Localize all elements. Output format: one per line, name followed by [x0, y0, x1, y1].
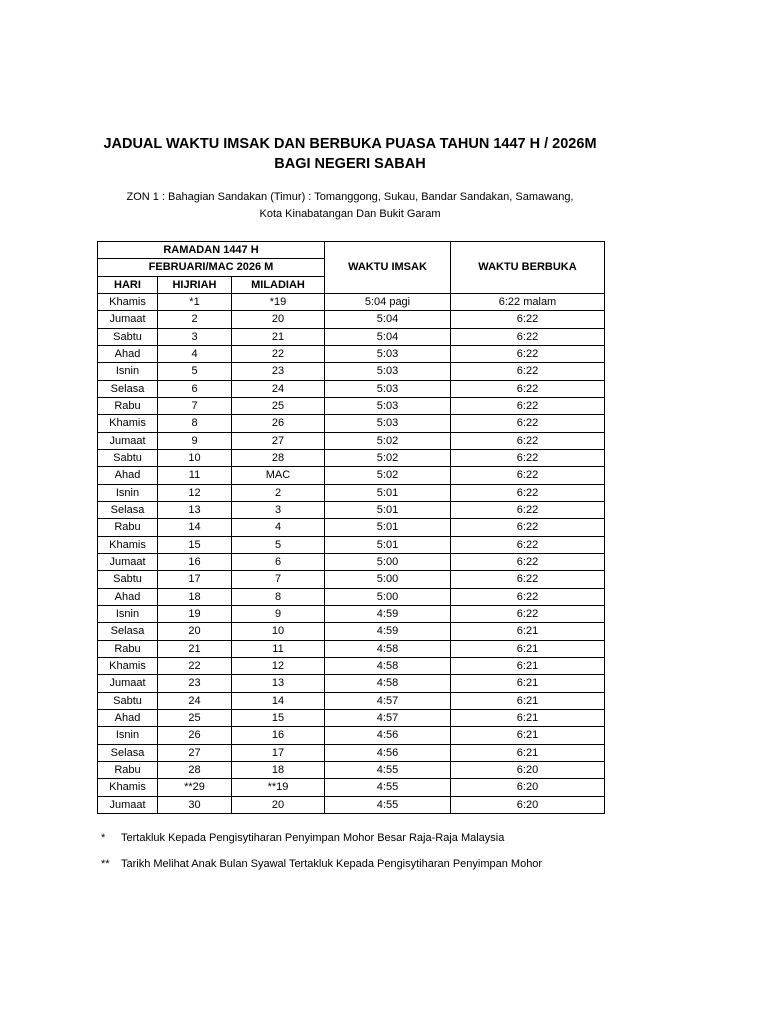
- table-row: [98, 761, 605, 778]
- footnote-1-mark: *: [101, 832, 106, 844]
- berbuka-cell: 6:22: [451, 380, 605, 397]
- page-title-line2: BAGI NEGERI SABAH: [274, 156, 426, 172]
- miladiah-cell: 10: [232, 623, 325, 640]
- hari-cell: Isnin: [98, 363, 158, 380]
- hari-cell: Jumaat: [98, 675, 158, 692]
- hari-cell: Rabu: [98, 761, 158, 778]
- zone-description-line1: ZON 1 : Bahagian Sandakan (Timur) : Tomanggong, Sukau, Bandar Sandakan, Samawang,: [126, 191, 574, 203]
- berbuka-cell: 6:22: [451, 605, 605, 622]
- hijriah-cell: 30: [158, 796, 232, 813]
- miladiah-cell: 18: [232, 761, 325, 778]
- hijriah-cell: 22: [158, 657, 232, 674]
- table-row: [98, 588, 605, 605]
- table-row: [98, 484, 605, 501]
- miladiah-cell: *19: [232, 293, 325, 310]
- berbuka-cell: 6:22: [451, 449, 605, 466]
- hijriah-cell: 20: [158, 623, 232, 640]
- hari-cell: Sabtu: [98, 328, 158, 345]
- miladiah-cell: 12: [232, 657, 325, 674]
- imsak-cell: 4:55: [325, 761, 451, 778]
- berbuka-cell: 6:21: [451, 744, 605, 761]
- table-row: [98, 675, 605, 692]
- table-row: [98, 328, 605, 345]
- berbuka-cell: 6:22: [451, 501, 605, 518]
- table-row: [98, 605, 605, 622]
- table-row: [98, 380, 605, 397]
- berbuka-cell: 6:21: [451, 657, 605, 674]
- miladiah-cell: 9: [232, 605, 325, 622]
- hari-cell: Jumaat: [98, 796, 158, 813]
- berbuka-cell: 6:21: [451, 640, 605, 657]
- col-header-berbuka: WAKTU BERBUKA: [451, 242, 605, 294]
- imsak-cell: 4:58: [325, 657, 451, 674]
- hari-cell: Khamis: [98, 779, 158, 796]
- hijriah-cell: 4: [158, 345, 232, 362]
- schedule-table: [97, 241, 605, 814]
- miladiah-cell: 2: [232, 484, 325, 501]
- hijriah-cell: 8: [158, 415, 232, 432]
- miladiah-cell: 16: [232, 727, 325, 744]
- schedule-body: [98, 293, 605, 813]
- hijriah-cell: 28: [158, 761, 232, 778]
- imsak-cell: 5:02: [325, 432, 451, 449]
- hari-cell: Khamis: [98, 536, 158, 553]
- table-row: [98, 553, 605, 570]
- table-row: [98, 311, 605, 328]
- imsak-cell: 5:03: [325, 345, 451, 362]
- hari-cell: Rabu: [98, 640, 158, 657]
- hijriah-cell: 24: [158, 692, 232, 709]
- table-row: [98, 692, 605, 709]
- imsak-cell: 4:58: [325, 675, 451, 692]
- miladiah-cell: 21: [232, 328, 325, 345]
- table-row: [98, 449, 605, 466]
- berbuka-cell: 6:22: [451, 432, 605, 449]
- miladiah-cell: 14: [232, 692, 325, 709]
- miladiah-cell: 8: [232, 588, 325, 605]
- miladiah-cell: 11: [232, 640, 325, 657]
- imsak-cell: 5:00: [325, 571, 451, 588]
- berbuka-cell: 6:20: [451, 796, 605, 813]
- hari-cell: Khamis: [98, 657, 158, 674]
- hijriah-cell: 13: [158, 501, 232, 518]
- miladiah-cell: 27: [232, 432, 325, 449]
- imsak-cell: 5:04: [325, 311, 451, 328]
- table-row: [98, 519, 605, 536]
- col-header-hijriah: HIJRIAH: [158, 276, 232, 293]
- hijriah-cell: 9: [158, 432, 232, 449]
- miladiah-cell: MAC: [232, 467, 325, 484]
- hari-cell: Rabu: [98, 397, 158, 414]
- hari-cell: Sabtu: [98, 692, 158, 709]
- col-header-imsak: WAKTU IMSAK: [325, 242, 451, 294]
- imsak-cell: 4:59: [325, 623, 451, 640]
- miladiah-cell: 6: [232, 553, 325, 570]
- imsak-cell: 4:56: [325, 744, 451, 761]
- berbuka-cell: 6:22: [451, 536, 605, 553]
- berbuka-cell: 6:22: [451, 345, 605, 362]
- berbuka-cell: 6:22: [451, 484, 605, 501]
- col-header-hari: HARI: [98, 276, 158, 293]
- berbuka-cell: 6:21: [451, 709, 605, 726]
- hari-cell: Isnin: [98, 727, 158, 744]
- miladiah-cell: 26: [232, 415, 325, 432]
- col-header-miladiah: MILADIAH: [232, 276, 325, 293]
- table-row: [98, 640, 605, 657]
- hari-cell: Ahad: [98, 467, 158, 484]
- imsak-cell: 4:57: [325, 692, 451, 709]
- hari-cell: Ahad: [98, 345, 158, 362]
- page-title-line1: JADUAL WAKTU IMSAK DAN BERBUKA PUASA TAHUN 1447 H / 2026M: [103, 136, 597, 152]
- imsak-cell: 5:04: [325, 328, 451, 345]
- berbuka-cell: 6:22: [451, 397, 605, 414]
- berbuka-cell: 6:21: [451, 692, 605, 709]
- table-row: [98, 345, 605, 362]
- hijriah-cell: 2: [158, 311, 232, 328]
- miladiah-cell: 20: [232, 796, 325, 813]
- hari-cell: Jumaat: [98, 311, 158, 328]
- hijriah-cell: 10: [158, 449, 232, 466]
- hijriah-cell: 11: [158, 467, 232, 484]
- imsak-cell: 5:03: [325, 415, 451, 432]
- berbuka-cell: 6:20: [451, 761, 605, 778]
- hijriah-cell: 23: [158, 675, 232, 692]
- table-row: [98, 432, 605, 449]
- imsak-cell: 5:02: [325, 467, 451, 484]
- hari-cell: Rabu: [98, 519, 158, 536]
- berbuka-cell: 6:22: [451, 363, 605, 380]
- hijriah-cell: 18: [158, 588, 232, 605]
- table-row: [98, 363, 605, 380]
- table-row: [98, 397, 605, 414]
- imsak-cell: 4:55: [325, 779, 451, 796]
- miladiah-cell: 3: [232, 501, 325, 518]
- footnote-2-text: Tarikh Melihat Anak Bulan Syawal Tertakluk Kepada Pengisytiharan Penyimpan Mohor: [121, 858, 543, 870]
- berbuka-cell: 6:22: [451, 328, 605, 345]
- miladiah-cell: 4: [232, 519, 325, 536]
- hari-cell: Selasa: [98, 380, 158, 397]
- miladiah-cell: 7: [232, 571, 325, 588]
- footnote-2: [101, 858, 542, 870]
- hijriah-cell: *1: [158, 293, 232, 310]
- hijriah-cell: 15: [158, 536, 232, 553]
- miladiah-cell: 20: [232, 311, 325, 328]
- miladiah-cell: 17: [232, 744, 325, 761]
- miladiah-cell: 23: [232, 363, 325, 380]
- table-row: [98, 744, 605, 761]
- imsak-cell: 4:56: [325, 727, 451, 744]
- miladiah-cell: 13: [232, 675, 325, 692]
- hari-cell: Sabtu: [98, 571, 158, 588]
- berbuka-cell: 6:20: [451, 779, 605, 796]
- footnote-1: [101, 832, 504, 844]
- hijriah-cell: 14: [158, 519, 232, 536]
- imsak-cell: 5:01: [325, 519, 451, 536]
- hari-cell: Khamis: [98, 415, 158, 432]
- berbuka-cell: 6:22: [451, 519, 605, 536]
- imsak-cell: 5:04 pagi: [325, 293, 451, 310]
- table-row: [98, 536, 605, 553]
- imsak-cell: 5:01: [325, 501, 451, 518]
- table-row: [98, 467, 605, 484]
- footnote-2-mark: **: [101, 858, 110, 870]
- miladiah-cell: 28: [232, 449, 325, 466]
- zone-description-line2: Kota Kinabatangan Dan Bukit Garam: [259, 208, 441, 220]
- hijriah-cell: **29: [158, 779, 232, 796]
- hijriah-cell: 5: [158, 363, 232, 380]
- hari-cell: Isnin: [98, 605, 158, 622]
- hijriah-cell: 21: [158, 640, 232, 657]
- hijriah-cell: 27: [158, 744, 232, 761]
- berbuka-cell: 6:22: [451, 311, 605, 328]
- imsak-cell: 5:03: [325, 363, 451, 380]
- hijriah-cell: 16: [158, 553, 232, 570]
- table-row: [98, 293, 605, 310]
- hijriah-cell: 3: [158, 328, 232, 345]
- table-row: [98, 571, 605, 588]
- footnote-1-text: Tertakluk Kepada Pengisytiharan Penyimpan Mohor Besar Raja-Raja Malaysia: [121, 832, 505, 844]
- berbuka-cell: 6:21: [451, 623, 605, 640]
- miladiah-cell: 24: [232, 380, 325, 397]
- hijriah-cell: 26: [158, 727, 232, 744]
- imsak-cell: 5:01: [325, 536, 451, 553]
- hijriah-cell: 17: [158, 571, 232, 588]
- imsak-cell: 4:55: [325, 796, 451, 813]
- hijriah-cell: 6: [158, 380, 232, 397]
- berbuka-cell: 6:22: [451, 588, 605, 605]
- hijriah-cell: 19: [158, 605, 232, 622]
- imsak-cell: 5:01: [325, 484, 451, 501]
- berbuka-cell: 6:22: [451, 467, 605, 484]
- imsak-cell: 4:58: [325, 640, 451, 657]
- hijriah-cell: 12: [158, 484, 232, 501]
- miladiah-cell: 22: [232, 345, 325, 362]
- imsak-cell: 4:59: [325, 605, 451, 622]
- table-row: [98, 623, 605, 640]
- table-row: [98, 501, 605, 518]
- berbuka-cell: 6:21: [451, 727, 605, 744]
- miladiah-cell: 25: [232, 397, 325, 414]
- imsak-cell: 5:03: [325, 380, 451, 397]
- table-row: [98, 657, 605, 674]
- berbuka-cell: 6:22: [451, 553, 605, 570]
- hijriah-cell: 7: [158, 397, 232, 414]
- hari-cell: Selasa: [98, 501, 158, 518]
- hari-cell: Jumaat: [98, 553, 158, 570]
- miladiah-cell: 5: [232, 536, 325, 553]
- imsak-cell: 5:00: [325, 553, 451, 570]
- imsak-cell: 5:00: [325, 588, 451, 605]
- hari-cell: Ahad: [98, 709, 158, 726]
- hari-cell: Ahad: [98, 588, 158, 605]
- berbuka-cell: 6:21: [451, 675, 605, 692]
- hari-cell: Khamis: [98, 293, 158, 310]
- hijriah-cell: 25: [158, 709, 232, 726]
- table-row: [98, 415, 605, 432]
- hari-cell: Selasa: [98, 623, 158, 640]
- imsak-cell: 5:02: [325, 449, 451, 466]
- group-header-month: FEBRUARI/MAC 2026 M: [98, 259, 325, 276]
- hari-cell: Selasa: [98, 744, 158, 761]
- table-row: [98, 727, 605, 744]
- berbuka-cell: 6:22 malam: [451, 293, 605, 310]
- berbuka-cell: 6:22: [451, 571, 605, 588]
- miladiah-cell: 15: [232, 709, 325, 726]
- group-header-ramadan: RAMADAN 1447 H: [98, 242, 325, 259]
- table-row: [98, 796, 605, 813]
- hari-cell: Sabtu: [98, 449, 158, 466]
- berbuka-cell: 6:22: [451, 415, 605, 432]
- imsak-cell: 5:03: [325, 397, 451, 414]
- table-row: [98, 709, 605, 726]
- hari-cell: Jumaat: [98, 432, 158, 449]
- hari-cell: Isnin: [98, 484, 158, 501]
- table-row: [98, 779, 605, 796]
- miladiah-cell: **19: [232, 779, 325, 796]
- imsak-cell: 4:57: [325, 709, 451, 726]
